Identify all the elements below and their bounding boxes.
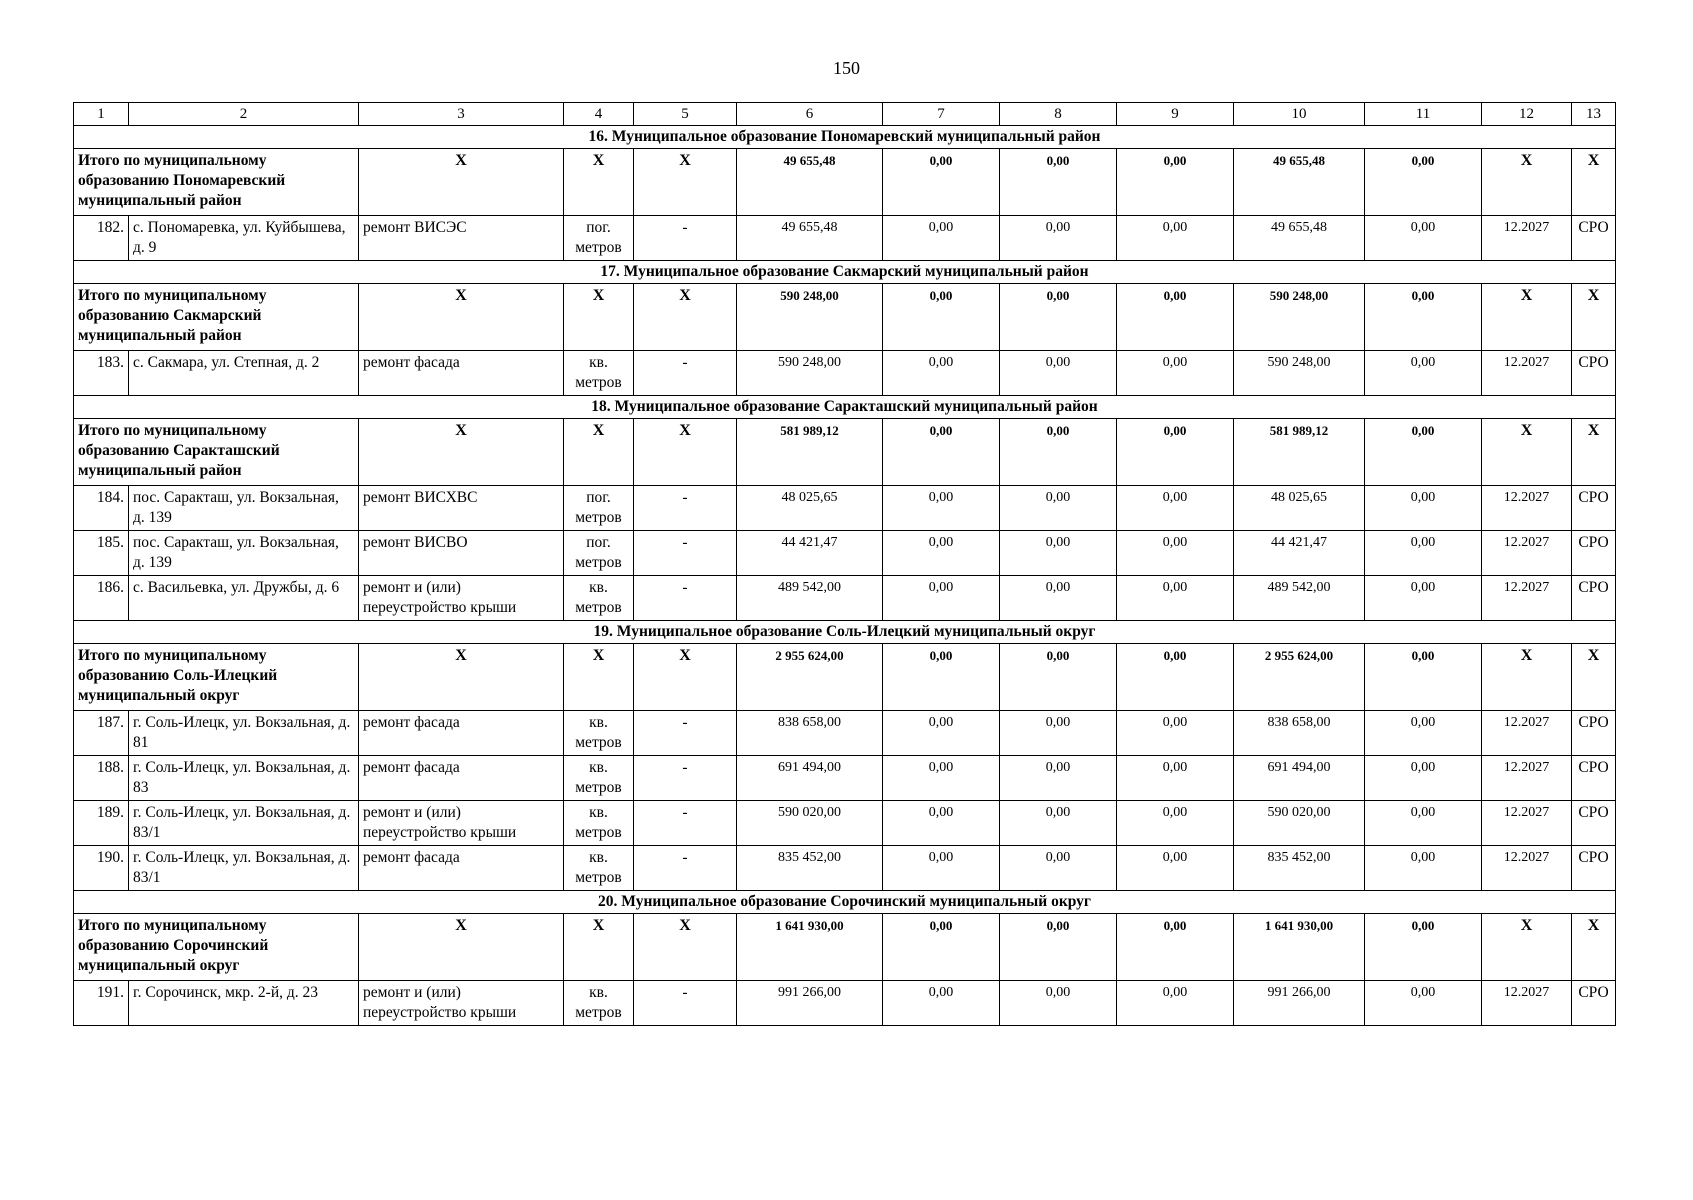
total-c7: 0,00	[883, 644, 1000, 711]
c11-cell: 0,00	[1365, 846, 1482, 891]
section-title: 20. Муниципальное образование Сорочинский муниципальный округ	[74, 891, 1616, 914]
work-type-cell: ремонт и (или) переустройство крыши	[359, 576, 564, 621]
c11-cell: 0,00	[1365, 486, 1482, 531]
total-label: Итого по муниципальному образованию Соль-Илецкий муниципальный округ	[74, 644, 359, 711]
c9-cell: 0,00	[1117, 756, 1234, 801]
total-c10: 1 641 930,00	[1234, 914, 1365, 981]
total-c9: 0,00	[1117, 284, 1234, 351]
section-title: 18. Муниципальное образование Саракташский муниципальный район	[74, 396, 1616, 419]
c5-cell: -	[634, 846, 737, 891]
c6-cell: 835 452,00	[737, 846, 883, 891]
address-cell: г. Соль-Илецк, ул. Вокзальная, д. 83	[129, 756, 359, 801]
address-cell: с. Васильевка, ул. Дружбы, д. 6	[129, 576, 359, 621]
c5-cell: -	[634, 216, 737, 261]
c7-cell: 0,00	[883, 486, 1000, 531]
total-c8: 0,00	[1000, 914, 1117, 981]
c9-cell: 0,00	[1117, 711, 1234, 756]
c5-cell: -	[634, 531, 737, 576]
total-c3: X	[359, 644, 564, 711]
c7-cell: 0,00	[883, 756, 1000, 801]
total-c11: 0,00	[1365, 644, 1482, 711]
total-c5: X	[634, 149, 737, 216]
c8-cell: 0,00	[1000, 711, 1117, 756]
row-number: 187.	[74, 711, 129, 756]
row-number: 186.	[74, 576, 129, 621]
c11-cell: 0,00	[1365, 981, 1482, 1026]
table-body	[74, 103, 1616, 1026]
section-header-row	[74, 126, 1616, 149]
c6-cell: 691 494,00	[737, 756, 883, 801]
c7-cell: 0,00	[883, 711, 1000, 756]
total-c10: 590 248,00	[1234, 284, 1365, 351]
column-header: 9	[1117, 103, 1234, 126]
column-number-row	[74, 103, 1616, 126]
c10-cell: 590 020,00	[1234, 801, 1365, 846]
deadline-cell: 12.2027	[1482, 351, 1572, 396]
total-label: Итого по муниципальному образованию Пономаревский муниципальный район	[74, 149, 359, 216]
work-type-cell: ремонт фасада	[359, 846, 564, 891]
work-type-cell: ремонт фасада	[359, 351, 564, 396]
method-cell: СРО	[1572, 711, 1616, 756]
c7-cell: 0,00	[883, 846, 1000, 891]
c5-cell: -	[634, 711, 737, 756]
c6-cell: 49 655,48	[737, 216, 883, 261]
work-type-cell: ремонт и (или) переустройство крыши	[359, 801, 564, 846]
c11-cell: 0,00	[1365, 216, 1482, 261]
c6-cell: 590 248,00	[737, 351, 883, 396]
unit-cell: кв. метров	[564, 981, 634, 1026]
total-c12: X	[1482, 284, 1572, 351]
total-c13: X	[1572, 284, 1616, 351]
c5-cell: -	[634, 486, 737, 531]
c5-cell: -	[634, 351, 737, 396]
row-number: 185.	[74, 531, 129, 576]
c10-cell: 835 452,00	[1234, 846, 1365, 891]
method-cell: СРО	[1572, 846, 1616, 891]
address-cell: г. Сорочинск, мкр. 2-й, д. 23	[129, 981, 359, 1026]
unit-cell: пог. метров	[564, 216, 634, 261]
row-number: 188.	[74, 756, 129, 801]
column-header: 3	[359, 103, 564, 126]
c5-cell: -	[634, 576, 737, 621]
method-cell: СРО	[1572, 756, 1616, 801]
method-cell: СРО	[1572, 981, 1616, 1026]
total-c5: X	[634, 284, 737, 351]
table-row	[74, 756, 1616, 801]
total-c12: X	[1482, 644, 1572, 711]
total-c11: 0,00	[1365, 914, 1482, 981]
c11-cell: 0,00	[1365, 576, 1482, 621]
total-c10: 49 655,48	[1234, 149, 1365, 216]
column-header: 6	[737, 103, 883, 126]
c11-cell: 0,00	[1365, 531, 1482, 576]
c9-cell: 0,00	[1117, 981, 1234, 1026]
unit-cell: кв. метров	[564, 351, 634, 396]
total-c12: X	[1482, 419, 1572, 486]
total-c5: X	[634, 644, 737, 711]
c6-cell: 991 266,00	[737, 981, 883, 1026]
c9-cell: 0,00	[1117, 846, 1234, 891]
c8-cell: 0,00	[1000, 981, 1117, 1026]
c10-cell: 991 266,00	[1234, 981, 1365, 1026]
total-label: Итого по муниципальному образованию Сорочинский муниципальный округ	[74, 914, 359, 981]
method-cell: СРО	[1572, 801, 1616, 846]
total-c7: 0,00	[883, 914, 1000, 981]
total-c6: 590 248,00	[737, 284, 883, 351]
column-header: 11	[1365, 103, 1482, 126]
unit-cell: пог. метров	[564, 486, 634, 531]
total-c11: 0,00	[1365, 419, 1482, 486]
total-c6: 1 641 930,00	[737, 914, 883, 981]
c11-cell: 0,00	[1365, 711, 1482, 756]
c10-cell: 590 248,00	[1234, 351, 1365, 396]
deadline-cell: 12.2027	[1482, 486, 1572, 531]
c11-cell: 0,00	[1365, 801, 1482, 846]
table-row	[74, 351, 1616, 396]
row-number: 190.	[74, 846, 129, 891]
total-c11: 0,00	[1365, 284, 1482, 351]
c7-cell: 0,00	[883, 351, 1000, 396]
c10-cell: 489 542,00	[1234, 576, 1365, 621]
total-c13: X	[1572, 644, 1616, 711]
c10-cell: 44 421,47	[1234, 531, 1365, 576]
address-cell: пос. Саракташ, ул. Вокзальная, д. 139	[129, 531, 359, 576]
method-cell: СРО	[1572, 576, 1616, 621]
c8-cell: 0,00	[1000, 486, 1117, 531]
total-c13: X	[1572, 149, 1616, 216]
total-c12: X	[1482, 149, 1572, 216]
section-title: 16. Муниципальное образование Пономаревский муниципальный район	[74, 126, 1616, 149]
address-cell: с. Пономаревка, ул. Куйбышева, д. 9	[129, 216, 359, 261]
total-c11: 0,00	[1365, 149, 1482, 216]
c8-cell: 0,00	[1000, 216, 1117, 261]
c8-cell: 0,00	[1000, 801, 1117, 846]
c7-cell: 0,00	[883, 531, 1000, 576]
c8-cell: 0,00	[1000, 756, 1117, 801]
total-c13: X	[1572, 914, 1616, 981]
c10-cell: 49 655,48	[1234, 216, 1365, 261]
section-header-row	[74, 891, 1616, 914]
total-c5: X	[634, 914, 737, 981]
total-c9: 0,00	[1117, 644, 1234, 711]
table-row	[74, 486, 1616, 531]
total-c12: X	[1482, 914, 1572, 981]
total-c3: X	[359, 419, 564, 486]
c5-cell: -	[634, 981, 737, 1026]
unit-cell: пог. метров	[564, 531, 634, 576]
total-c10: 2 955 624,00	[1234, 644, 1365, 711]
total-c7: 0,00	[883, 149, 1000, 216]
address-cell: с. Сакмара, ул. Степная, д. 2	[129, 351, 359, 396]
total-label: Итого по муниципальному образованию Саракташский муниципальный район	[74, 419, 359, 486]
c6-cell: 44 421,47	[737, 531, 883, 576]
section-total-row	[74, 644, 1616, 711]
column-header: 1	[74, 103, 129, 126]
unit-cell: кв. метров	[564, 756, 634, 801]
column-header: 12	[1482, 103, 1572, 126]
address-cell: г. Соль-Илецк, ул. Вокзальная, д. 81	[129, 711, 359, 756]
c7-cell: 0,00	[883, 981, 1000, 1026]
column-header: 13	[1572, 103, 1616, 126]
section-title: 19. Муниципальное образование Соль-Илецкий муниципальный округ	[74, 621, 1616, 644]
table-row	[74, 531, 1616, 576]
table-row	[74, 846, 1616, 891]
deadline-cell: 12.2027	[1482, 576, 1572, 621]
c10-cell: 691 494,00	[1234, 756, 1365, 801]
total-c3: X	[359, 284, 564, 351]
total-c4: X	[564, 149, 634, 216]
address-cell: пос. Саракташ, ул. Вокзальная, д. 139	[129, 486, 359, 531]
row-number: 189.	[74, 801, 129, 846]
total-c3: X	[359, 149, 564, 216]
work-type-cell: ремонт ВИСВО	[359, 531, 564, 576]
c10-cell: 48 025,65	[1234, 486, 1365, 531]
total-c8: 0,00	[1000, 644, 1117, 711]
total-c4: X	[564, 914, 634, 981]
total-c7: 0,00	[883, 284, 1000, 351]
c8-cell: 0,00	[1000, 576, 1117, 621]
method-cell: СРО	[1572, 216, 1616, 261]
total-c9: 0,00	[1117, 914, 1234, 981]
page-number: 150	[833, 58, 860, 78]
address-cell: г. Соль-Илецк, ул. Вокзальная, д. 83/1	[129, 801, 359, 846]
total-c6: 2 955 624,00	[737, 644, 883, 711]
deadline-cell: 12.2027	[1482, 801, 1572, 846]
total-c9: 0,00	[1117, 149, 1234, 216]
total-c3: X	[359, 914, 564, 981]
total-c4: X	[564, 644, 634, 711]
c7-cell: 0,00	[883, 801, 1000, 846]
c8-cell: 0,00	[1000, 846, 1117, 891]
work-type-cell: ремонт ВИСЭС	[359, 216, 564, 261]
method-cell: СРО	[1572, 486, 1616, 531]
column-header: 7	[883, 103, 1000, 126]
section-title: 17. Муниципальное образование Сакмарский муниципальный район	[74, 261, 1616, 284]
column-header: 2	[129, 103, 359, 126]
total-c4: X	[564, 284, 634, 351]
column-header: 10	[1234, 103, 1365, 126]
deadline-cell: 12.2027	[1482, 216, 1572, 261]
deadline-cell: 12.2027	[1482, 531, 1572, 576]
c9-cell: 0,00	[1117, 531, 1234, 576]
section-header-row	[74, 621, 1616, 644]
c7-cell: 0,00	[883, 576, 1000, 621]
capital-repair-table	[73, 102, 1616, 1026]
row-number: 191.	[74, 981, 129, 1026]
total-c7: 0,00	[883, 419, 1000, 486]
c9-cell: 0,00	[1117, 576, 1234, 621]
section-header-row	[74, 396, 1616, 419]
total-c10: 581 989,12	[1234, 419, 1365, 486]
table-row	[74, 801, 1616, 846]
c9-cell: 0,00	[1117, 351, 1234, 396]
c9-cell: 0,00	[1117, 486, 1234, 531]
c9-cell: 0,00	[1117, 801, 1234, 846]
c6-cell: 838 658,00	[737, 711, 883, 756]
table-row	[74, 216, 1616, 261]
deadline-cell: 12.2027	[1482, 756, 1572, 801]
section-total-row	[74, 284, 1616, 351]
c6-cell: 590 020,00	[737, 801, 883, 846]
unit-cell: кв. метров	[564, 576, 634, 621]
c5-cell: -	[634, 801, 737, 846]
c6-cell: 489 542,00	[737, 576, 883, 621]
table-row	[74, 981, 1616, 1026]
work-type-cell: ремонт фасада	[359, 711, 564, 756]
address-cell: г. Соль-Илецк, ул. Вокзальная, д. 83/1	[129, 846, 359, 891]
column-header: 5	[634, 103, 737, 126]
total-c8: 0,00	[1000, 419, 1117, 486]
c8-cell: 0,00	[1000, 351, 1117, 396]
total-c8: 0,00	[1000, 149, 1117, 216]
work-type-cell: ремонт фасада	[359, 756, 564, 801]
section-total-row	[74, 419, 1616, 486]
c8-cell: 0,00	[1000, 531, 1117, 576]
work-type-cell: ремонт ВИСХВС	[359, 486, 564, 531]
total-c4: X	[564, 419, 634, 486]
total-c13: X	[1572, 419, 1616, 486]
total-c5: X	[634, 419, 737, 486]
method-cell: СРО	[1572, 351, 1616, 396]
c7-cell: 0,00	[883, 216, 1000, 261]
c11-cell: 0,00	[1365, 351, 1482, 396]
section-total-row	[74, 914, 1616, 981]
row-number: 183.	[74, 351, 129, 396]
c10-cell: 838 658,00	[1234, 711, 1365, 756]
section-header-row	[74, 261, 1616, 284]
method-cell: СРО	[1572, 531, 1616, 576]
row-number: 182.	[74, 216, 129, 261]
row-number: 184.	[74, 486, 129, 531]
total-label: Итого по муниципальному образованию Сакмарский муниципальный район	[74, 284, 359, 351]
column-header: 4	[564, 103, 634, 126]
section-total-row	[74, 149, 1616, 216]
column-header: 8	[1000, 103, 1117, 126]
total-c6: 581 989,12	[737, 419, 883, 486]
unit-cell: кв. метров	[564, 711, 634, 756]
deadline-cell: 12.2027	[1482, 846, 1572, 891]
c6-cell: 48 025,65	[737, 486, 883, 531]
work-type-cell: ремонт и (или) переустройство крыши	[359, 981, 564, 1026]
total-c9: 0,00	[1117, 419, 1234, 486]
deadline-cell: 12.2027	[1482, 981, 1572, 1026]
c11-cell: 0,00	[1365, 756, 1482, 801]
unit-cell: кв. метров	[564, 801, 634, 846]
unit-cell: кв. метров	[564, 846, 634, 891]
c9-cell: 0,00	[1117, 216, 1234, 261]
deadline-cell: 12.2027	[1482, 711, 1572, 756]
table-row	[74, 576, 1616, 621]
total-c6: 49 655,48	[737, 149, 883, 216]
table-row	[74, 711, 1616, 756]
c5-cell: -	[634, 756, 737, 801]
total-c8: 0,00	[1000, 284, 1117, 351]
